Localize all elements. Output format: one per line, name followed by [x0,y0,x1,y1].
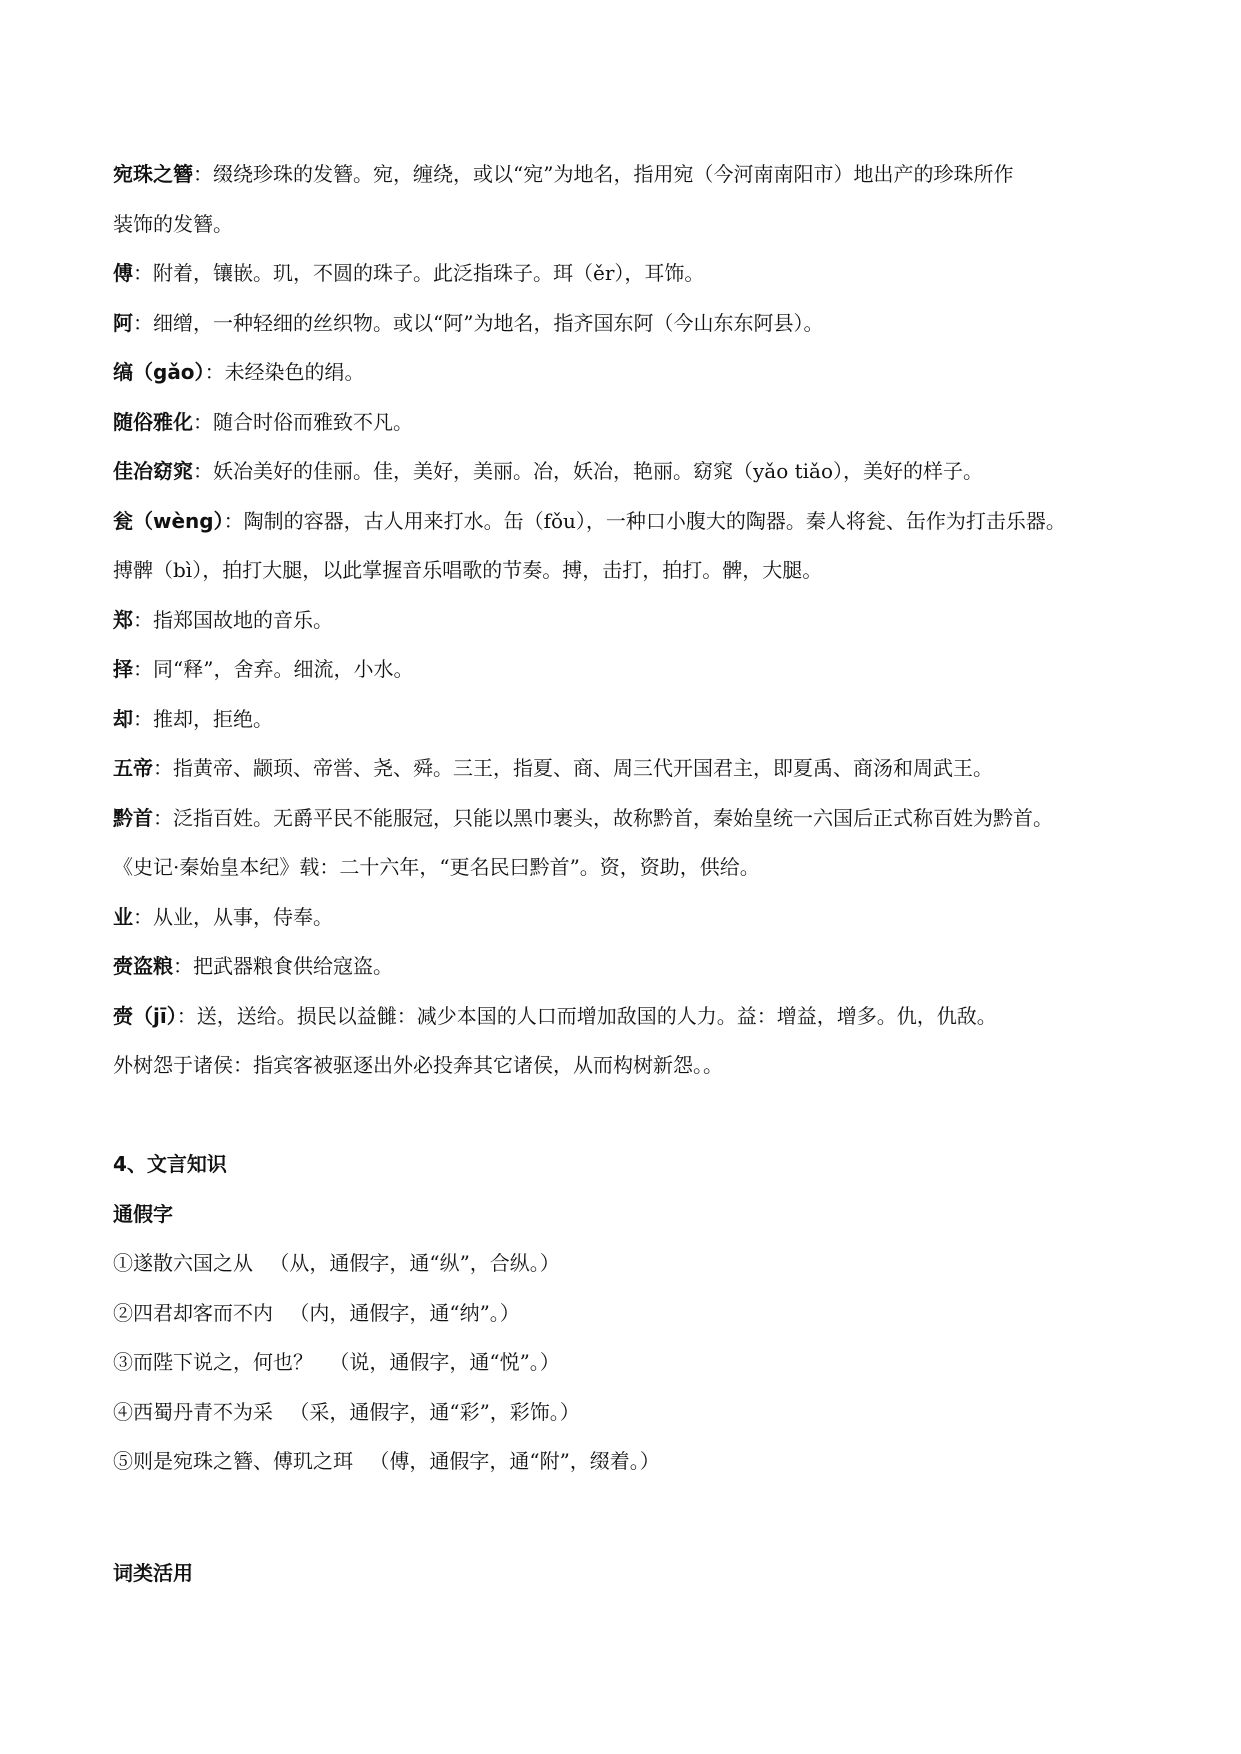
list-item: ④西蜀丹青不为采 （采，通假字，通“彩”，彩饰。） [113,1399,580,1424]
glossary-definition: 送，送给。损民以益雠：减少本国的人口而增加敌国的人力。益：增益，增多。仇，仇敌。 [196,1003,997,1028]
glossary-term: 随俗雅化 [113,409,193,434]
glossary-line [113,893,1153,943]
glossary-separator: ： [133,310,153,335]
glossary-line [113,497,1153,547]
glossary-separator: ： [176,1003,197,1028]
list-item: ②四君却客而不内 （内，通假字，通“纳”。） [113,1300,520,1325]
glossary-separator: ： [173,954,193,978]
glossary-line [113,546,1153,596]
section-heading: 4、文言知识 [113,1152,227,1176]
glossary-definition: 未经染色的绢。 [224,360,365,384]
glossary-separator: ： [204,360,225,384]
list-item: ①遂散六国之从 （从，通假字，通“纵”，合纵。） [113,1251,560,1275]
section-gap [113,1091,1153,1141]
glossary-term: 业 [113,904,133,929]
glossary-line [113,398,1153,448]
glossary-definition: 指郑国故地的音乐。 [153,607,333,632]
glossary-separator: ： [193,459,213,483]
glossary-line [113,200,1153,250]
glossary-term: 瓮（wèng） [113,508,224,533]
list-item: ③而陛下说之，何也？ （说，通假字，通“悦”。） [113,1350,560,1374]
glossary-separator: ： [133,657,153,681]
glossary-term: 郑 [113,607,133,632]
subheading-cilei: 词类活用 [113,1560,193,1585]
glossary-definition: 搏髀（bì），拍打大腿，以此掌握音乐唱歌的节奏。搏，击打，拍打。髀，大腿。 [113,558,823,582]
section-gap [113,1487,1153,1549]
glossary-line [113,843,1153,893]
glossary-separator: ： [133,706,153,731]
glossary-line [113,299,1153,349]
glossary-term: 缟（gǎo） [113,360,205,384]
subheading-tongjia: 通假字 [113,1201,173,1226]
glossary-line [113,150,1153,200]
glossary-separator: ： [193,409,213,434]
glossary-line [113,942,1153,992]
glossary-term: 宛珠之簪 [113,162,193,186]
glossary-separator: ： [153,756,173,780]
glossary-separator: ： [153,805,173,830]
glossary-line [113,447,1153,497]
glossary-definition: 随合时俗而雅致不凡。 [213,409,413,434]
glossary-separator: ： [133,904,153,929]
glossary-term: 赍（jī） [113,1003,177,1028]
glossary-definition: 附着，镶嵌。玑，不圆的珠子。此泛指珠子。珥（ěr），耳饰。 [153,261,705,285]
glossary-definition: 妖冶美好的佳丽。佳，美好，美丽。冶，妖冶，艳丽。窈窕（yǎo tiǎo），美好的样子。 [213,459,984,483]
glossary-definition: 泛指百姓。无爵平民不能服冠，只能以黑巾裹头，故称黔首，秦始皇统一六国后正式称百姓为黔首。 [173,805,1053,830]
glossary-line [113,348,1153,398]
glossary-term: 佳冶窈窕 [113,459,193,483]
glossary-section [113,150,1153,1091]
glossary-definition: 从业，从事，侍奉。 [153,904,333,929]
glossary-definition: 把武器粮食供给寇盗。 [193,954,393,978]
glossary-term: 赍盗粮 [113,954,173,978]
tongjia-list [113,1239,1153,1487]
glossary-separator: ： [193,162,213,186]
glossary-term: 择 [113,657,133,681]
glossary-line [113,695,1153,745]
glossary-line [113,249,1153,299]
glossary-line [113,794,1153,844]
glossary-term: 阿 [113,310,133,335]
glossary-definition: 《史记·秦始皇本纪》载：二十六年，“更名民曰黔首”。资，资助，供给。 [113,855,760,879]
document-page [113,150,1153,1598]
glossary-line [113,744,1153,794]
glossary-line [113,596,1153,646]
glossary-separator: ： [223,508,244,533]
glossary-definition: 指黄帝、颛顼、帝喾、尧、舜。三王，指夏、商、周三代开国君主，即夏禹、商汤和周武王。 [173,756,993,780]
list-item: ⑤则是宛珠之簪、傅玑之珥 （傅，通假字，通“附”，缀着。） [113,1449,660,1473]
glossary-separator: ： [133,607,153,632]
glossary-line [113,645,1153,695]
glossary-definition: 缀绕珍珠的发簪。宛，缠绕，或以“宛”为地名，指用宛（今河南南阳市）地出产的珍珠所作 [213,162,1014,186]
glossary-term: 黔首 [113,805,153,830]
glossary-line [113,1041,1153,1091]
glossary-term: 傅 [113,261,133,285]
glossary-separator: ： [133,261,153,285]
glossary-definition: 外树怨于诸侯：指宾客被驱逐出外必投奔其它诸侯，从而构树新怨。。 [113,1053,723,1077]
glossary-line [113,992,1153,1042]
glossary-definition: 同“释”，舍弃。细流，小水。 [153,657,414,681]
glossary-term: 五帝 [113,756,153,780]
glossary-term: 却 [113,706,133,731]
glossary-definition: 陶制的容器，古人用来打水。缶（fǒu），一种口小腹大的陶器。秦人将瓮、缶作为打击乐器。 [243,508,1066,533]
glossary-definition: 装饰的发簪。 [113,211,233,236]
glossary-definition: 推却，拒绝。 [153,706,273,731]
glossary-definition: 细缯，一种轻细的丝织物。或以“阿”为地名，指齐国东阿（今山东东阿县）。 [153,310,824,335]
